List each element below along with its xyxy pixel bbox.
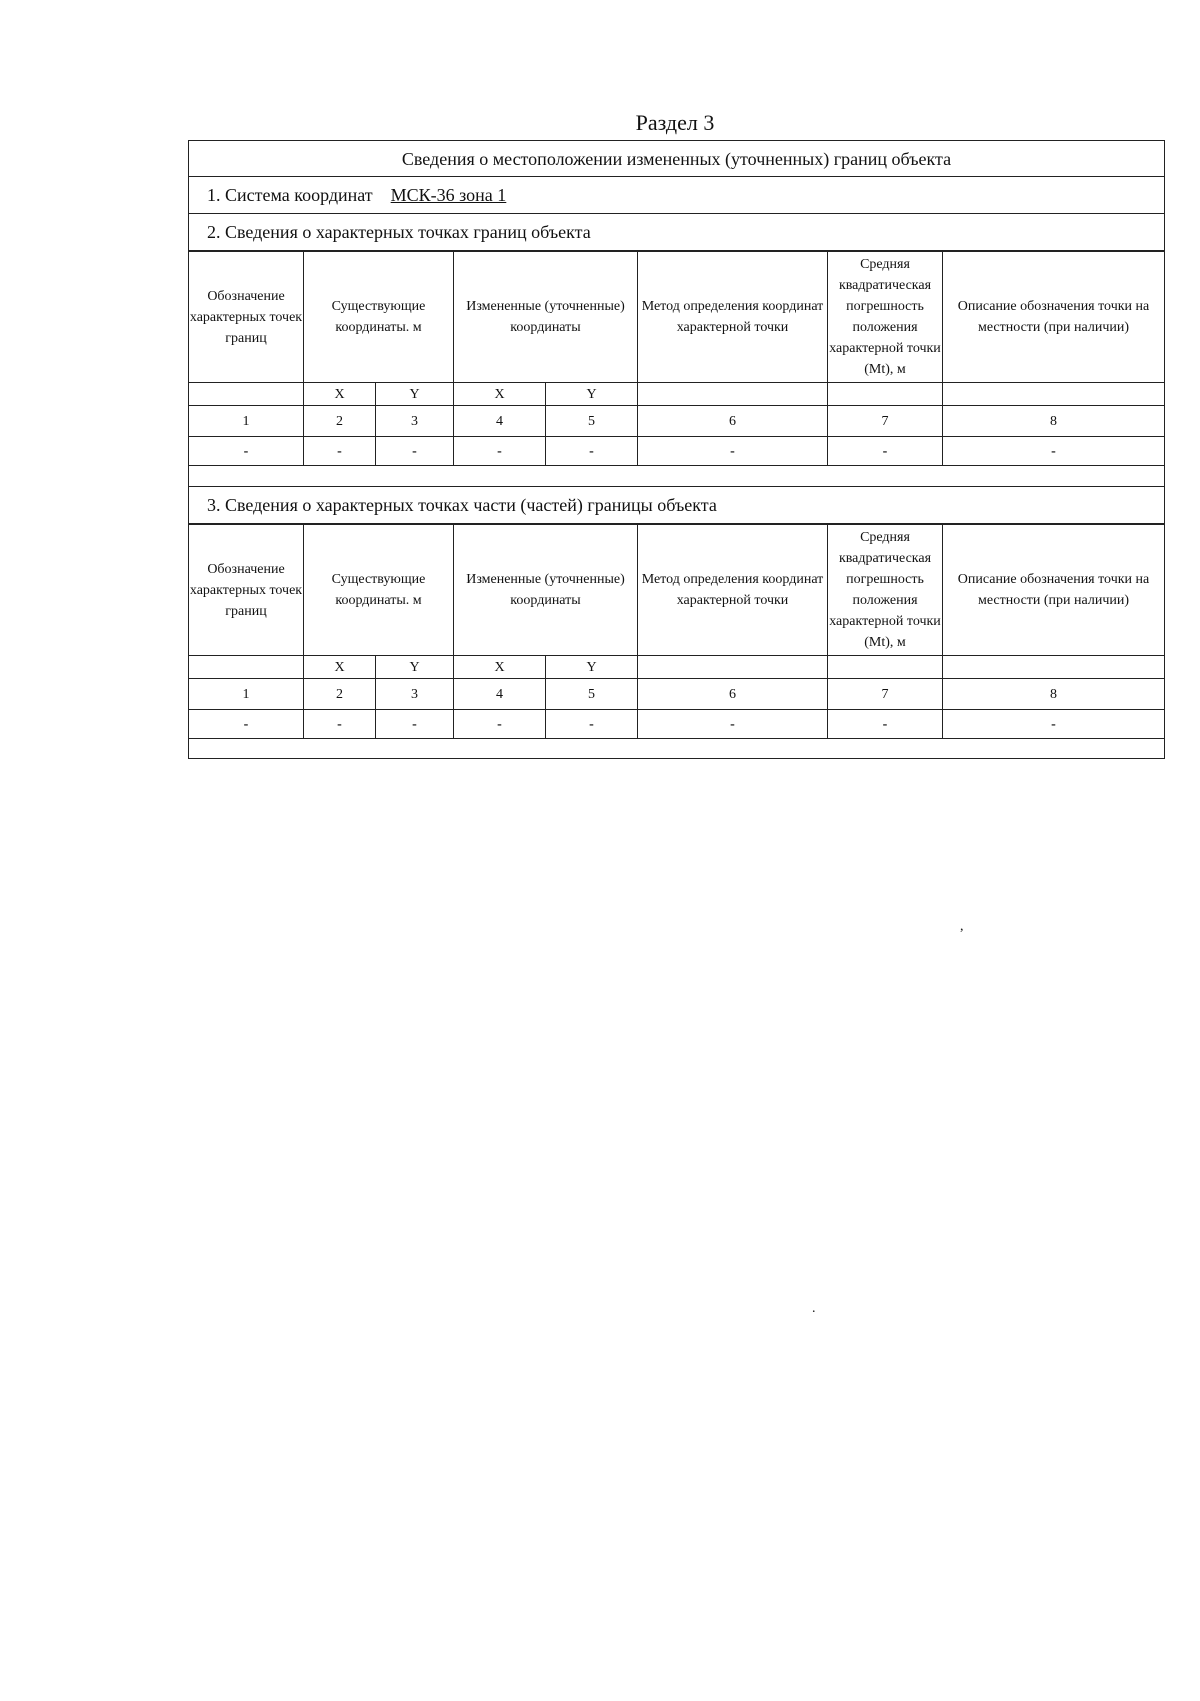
column-number: 7 <box>828 406 943 437</box>
coord-system-row <box>188 177 1165 214</box>
table-cell: - <box>943 437 1165 466</box>
col-header-existing-coords: Существующие координаты. м <box>304 525 454 656</box>
table-cell: - <box>189 710 304 739</box>
column-number: 3 <box>376 679 454 710</box>
table-cell: - <box>638 437 828 466</box>
part3-points-table <box>188 524 1165 739</box>
table-header-row <box>189 252 1165 383</box>
part2-heading: 2. Сведения о характерных точках границ объекта <box>188 214 1165 251</box>
axis-x-changed: X <box>454 383 546 406</box>
table-cell: - <box>828 437 943 466</box>
table-title: Сведения о местоположении измененных (уточненных) границ объекта <box>188 140 1165 177</box>
col-header-mean-error: Средняя квадратическая погрешность положения характерной точки (Mt), м <box>828 525 943 656</box>
col-header-description: Описание обозначения точки на местности (при наличии) <box>943 252 1165 383</box>
coord-system-value: МСК-36 зона 1 <box>390 185 507 205</box>
column-number: 2 <box>304 679 376 710</box>
axis-cell-empty <box>943 383 1165 406</box>
blank-cell <box>189 466 1165 487</box>
table-cell: - <box>454 710 546 739</box>
axis-x-changed: X <box>454 656 546 679</box>
column-number: 4 <box>454 406 546 437</box>
table-cell: - <box>189 437 304 466</box>
table-cell: - <box>943 710 1165 739</box>
boundary-info-form <box>188 140 1165 759</box>
col-header-point-designation: Обозначение характерных точек границ <box>189 525 304 656</box>
table-cell: - <box>454 437 546 466</box>
table-cell: - <box>546 437 638 466</box>
column-number: 8 <box>943 679 1165 710</box>
coord-system-label: 1. Система координат <box>207 185 373 205</box>
axis-row <box>189 383 1165 406</box>
col-header-mean-error: Средняя квадратическая погрешность положения характерной точки (Mt), м <box>828 252 943 383</box>
column-number: 3 <box>376 406 454 437</box>
axis-y-changed: Y <box>546 656 638 679</box>
column-number-row <box>189 406 1165 437</box>
axis-cell-empty <box>943 656 1165 679</box>
table-cell: - <box>304 437 376 466</box>
part3-heading: 3. Сведения о характерных точках части (частей) границы объекта <box>188 487 1165 524</box>
column-number: 7 <box>828 679 943 710</box>
column-number: 1 <box>189 406 304 437</box>
axis-y-existing: Y <box>376 383 454 406</box>
column-number-row <box>189 679 1165 710</box>
col-header-changed-coords: Измененные (уточненные) координаты <box>454 525 638 656</box>
table-cell: - <box>638 710 828 739</box>
table-cell: - <box>546 710 638 739</box>
axis-cell-empty <box>638 383 828 406</box>
table-row <box>189 710 1165 739</box>
table-cell: - <box>376 437 454 466</box>
stray-dot-mark: . <box>812 1301 816 1316</box>
axis-cell-empty <box>828 656 943 679</box>
table-cell: - <box>304 710 376 739</box>
col-header-method: Метод определения координат характерной точки <box>638 525 828 656</box>
blank-row <box>188 739 1165 759</box>
column-number: 8 <box>943 406 1165 437</box>
axis-cell-empty <box>638 656 828 679</box>
column-number: 1 <box>189 679 304 710</box>
column-number: 2 <box>304 406 376 437</box>
col-header-existing-coords: Существующие координаты. м <box>304 252 454 383</box>
table-row <box>189 437 1165 466</box>
axis-row <box>189 656 1165 679</box>
col-header-description: Описание обозначения точки на местности (при наличии) <box>943 525 1165 656</box>
column-number: 5 <box>546 406 638 437</box>
column-number: 4 <box>454 679 546 710</box>
axis-y-changed: Y <box>546 383 638 406</box>
column-number: 6 <box>638 679 828 710</box>
col-header-point-designation: Обозначение характерных точек границ <box>189 252 304 383</box>
axis-cell-empty <box>189 656 304 679</box>
blank-row <box>189 466 1165 487</box>
part2-points-table <box>188 251 1165 487</box>
table-header-row <box>189 525 1165 656</box>
column-number: 5 <box>546 679 638 710</box>
table-cell: - <box>376 710 454 739</box>
stray-comma-mark: , <box>960 919 964 934</box>
axis-x-existing: X <box>304 656 376 679</box>
col-header-method: Метод определения координат характерной точки <box>638 252 828 383</box>
column-number: 6 <box>638 406 828 437</box>
axis-y-existing: Y <box>376 656 454 679</box>
axis-x-existing: X <box>304 383 376 406</box>
table-cell: - <box>828 710 943 739</box>
col-header-changed-coords: Измененные (уточненные) координаты <box>454 252 638 383</box>
axis-cell-empty <box>828 383 943 406</box>
axis-cell-empty <box>189 383 304 406</box>
section-title: Раздел 3 <box>635 110 715 135</box>
